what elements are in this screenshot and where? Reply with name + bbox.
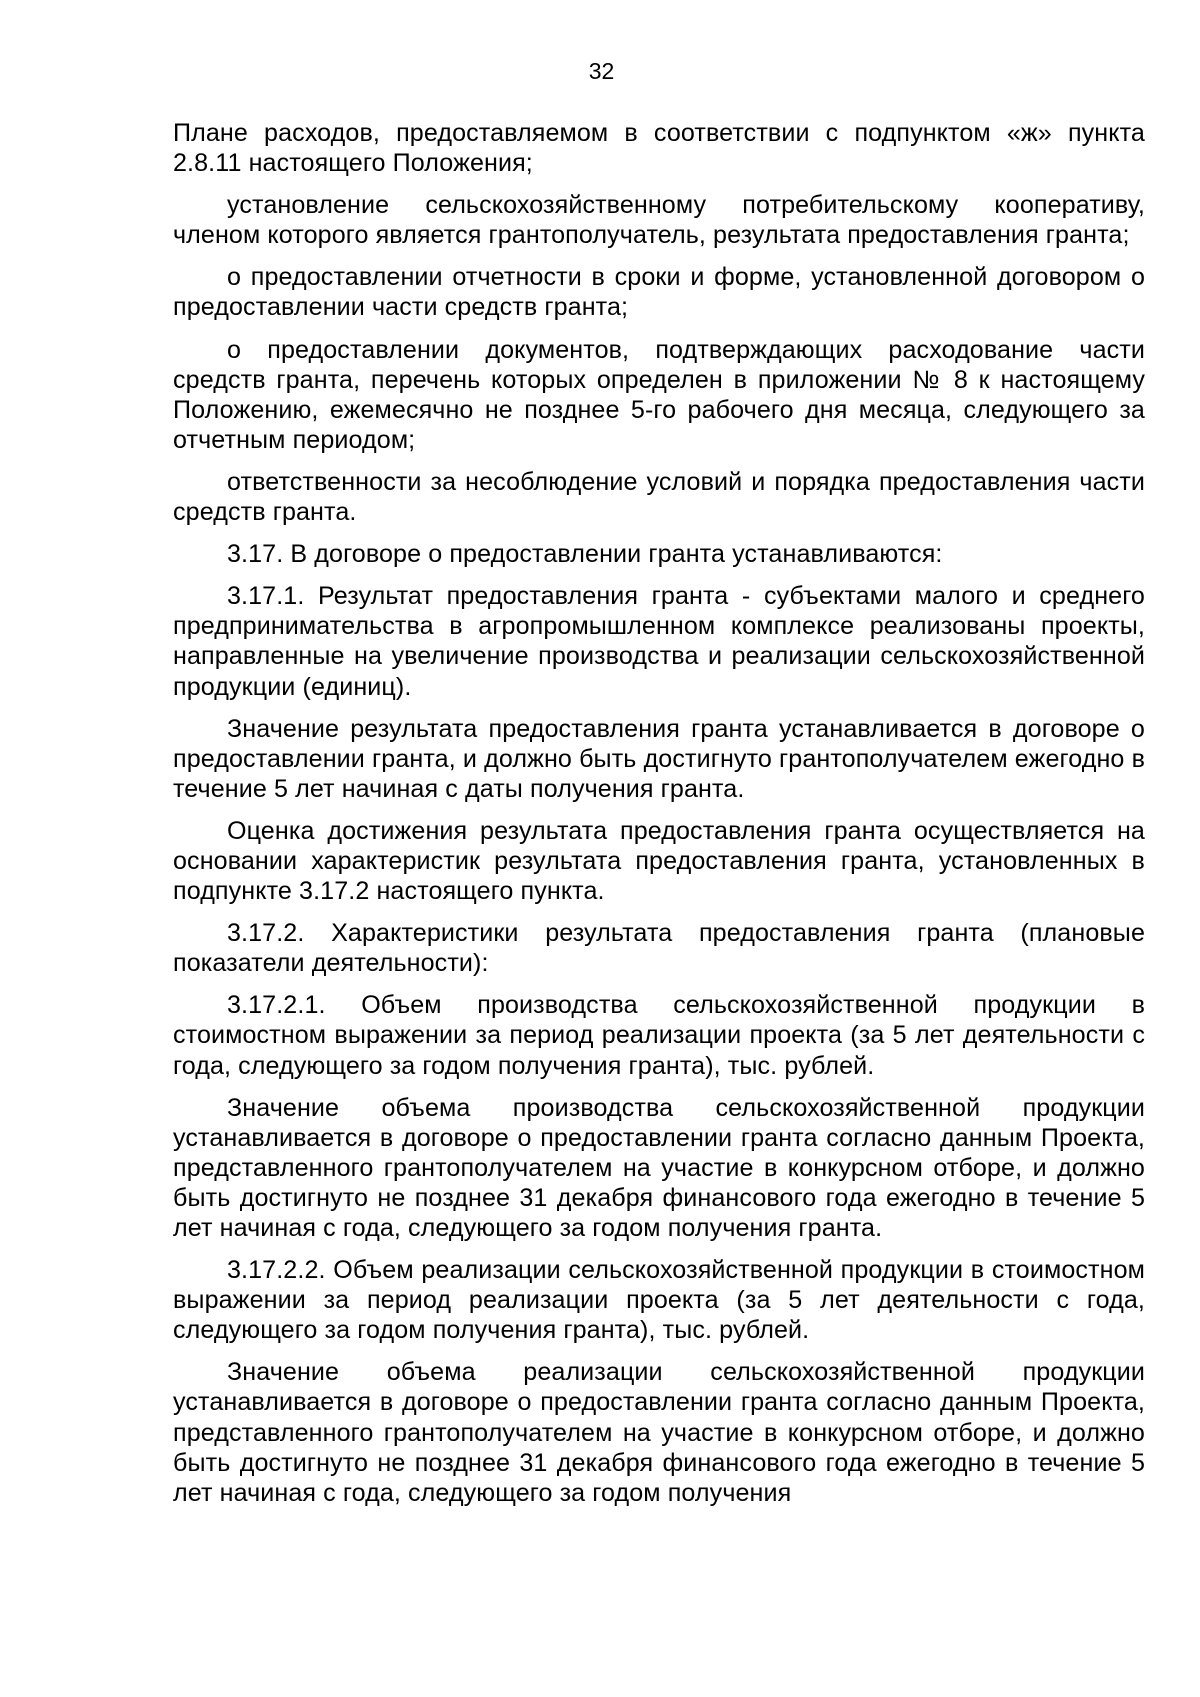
paragraph: 3.17.2.2. Объем реализации сельскохозяйственной продукции в стоимостном выражении за период реализации проекта (за 5 лет деятельности с года, следующего за годом получения гранта), тыс. рублей. xyxy=(173,1256,1145,1345)
paragraph: Значение объема реализации сельскохозяйственной продукции устанавливается в договоре о предоставлении гранта согласно данным Проекта, представленного грантополучателем на участие в конкурсном отборе, и должно быть достигнуто не позднее 31 декабря финансового года ежегодно в течение 5 лет начиная с года, следующего за годом получения xyxy=(173,1358,1145,1507)
paragraph: Плане расходов, предоставляемом в соответствии с подпунктом «ж» пункта 2.8.11 настоящего Положения; xyxy=(173,119,1145,178)
document-body xyxy=(173,118,1145,1520)
paragraph: о предоставлении отчетности в сроки и форме, установленной договором о предоставлении части средств гранта; xyxy=(173,263,1145,322)
paragraph: Значение объема производства сельскохозяйственной продукции устанавливается в договоре о предоставлении гранта согласно данным Проекта, представленного грантополучателем на участие в конкурсном отборе, и должно быть достигнуто не позднее 31 декабря финансового года ежегодно в течение 5 лет начиная с года, следующего за годом получения гранта. xyxy=(173,1093,1145,1242)
paragraph: 3.17.1. Результат предоставления гранта - субъектами малого и среднего предпринимательства в агропромышленном комплексе реализованы проекты, направленные на увеличение производства и реализации сельскохозяйственной продукции (единиц). xyxy=(173,582,1145,701)
paragraph: 3.17.2. Характеристики результата предоставления гранта (плановые показатели деятельности): xyxy=(173,919,1145,978)
paragraph: 3.17.2.1. Объем производства сельскохозяйственной продукции в стоимостном выражении за период реализации проекта (за 5 лет деятельности с года, следующего за годом получения гранта), тыс. рублей. xyxy=(173,991,1145,1080)
paragraph: о предоставлении документов, подтверждающих расходование части средств гранта, перечень которых определен в приложении № 8 к настоящему Положению, ежемесячно не позднее 5-го рабочего дня месяца, следующего за отчетным периодом; xyxy=(173,335,1145,454)
paragraph: установление сельскохозяйственному потребительскому кооперативу, членом которого является грантополучатель, результата предоставления гранта; xyxy=(173,191,1145,250)
paragraph: Оценка достижения результата предоставления гранта осуществляется на основании характеристик результата предоставления гранта, установленных в подпункте 3.17.2 настоящего пункта. xyxy=(173,816,1145,906)
page-number: 32 xyxy=(588,58,615,84)
paragraph: 3.17. В договоре о предоставлении гранта устанавливаются: xyxy=(227,540,943,569)
paragraph: ответственности за несоблюдение условий и порядка предоставления части средств гранта. xyxy=(173,467,1145,527)
paragraph: Значение результата предоставления гранта устанавливается в договоре о предоставлении гранта, и должно быть достигнуто грантополучателем ежегодно в течение 5 лет начиная с даты получения гранта. xyxy=(173,714,1145,803)
